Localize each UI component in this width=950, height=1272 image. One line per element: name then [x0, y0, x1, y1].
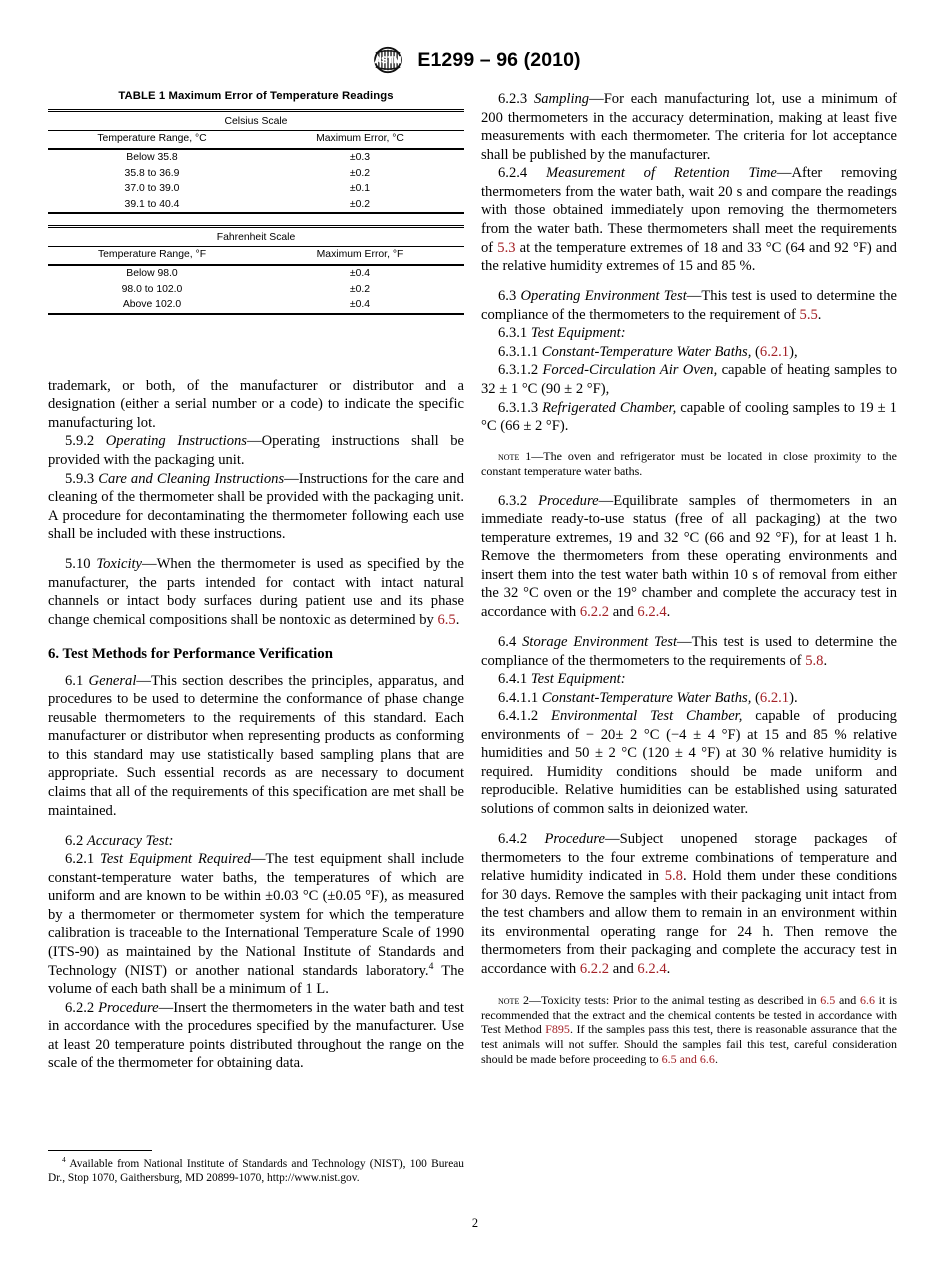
cross-reference-link[interactable]: 5.5	[799, 306, 818, 323]
section-body: —Operating instructions shall be provided with the packaging unit.	[48, 433, 464, 468]
section-body: —This test is used to determine the compliance of the thermometers to the requirement of	[481, 288, 897, 323]
cell-error: ±0.3	[256, 149, 464, 166]
footnote-number: 4	[62, 1155, 66, 1165]
cell-range: Above 102.0	[48, 297, 256, 314]
note-body: —Toxicity tests: Prior to the animal testing as described in	[529, 992, 821, 1007]
section-body: capable of cooling samples to 19 ± 1 °C (66 ± 2 °F).	[481, 399, 897, 435]
section-number: 5.9.2	[65, 433, 95, 450]
section-title: Procedure	[98, 999, 159, 1016]
section-title: Refrigerated Chamber,	[542, 399, 677, 416]
note-1	[481, 449, 897, 479]
astm-logo	[369, 44, 407, 76]
cell-range: 39.1 to 40.4	[124, 198, 180, 210]
section-6-3-1-3	[481, 399, 897, 436]
cell-range: Below 98.0	[48, 265, 256, 282]
section-number: 6.1	[65, 672, 84, 689]
section-body: capable of producing environments of − 20± 2 °C (−4 ± 4 °F) at 15 and 85 % relative humidities and 50 ± 2 °C (120 ± 4 °F) at 30 % relative humidity is required. Humidity conditions should be made uniform and reproducible. Relative humidities can be established using saturated solutions of common salts in deionized water.	[481, 708, 897, 817]
note-label: note 1	[498, 448, 532, 463]
section-body: —Subject unopened storage packages of thermometers to the four extreme combinations of temperature and relative humidity indicated in	[481, 831, 897, 885]
table-column-header-row	[48, 247, 464, 265]
standard-reference-link[interactable]: F895	[545, 1022, 570, 1037]
section-6-3	[481, 287, 897, 324]
footnote-marker[interactable]: 4	[428, 960, 434, 972]
cross-reference-link[interactable]: 6.2.4	[637, 961, 667, 977]
right-column	[481, 90, 897, 1067]
section-title: Accuracy Test:	[86, 832, 174, 849]
cell-range: 35.8 to 36.9	[124, 167, 180, 179]
table-row	[48, 197, 464, 214]
section-body-end: The volume of each bath shall be a minimum of 1 L.	[48, 962, 464, 998]
section-5-9-3	[48, 470, 464, 544]
section-title: Procedure	[538, 492, 599, 509]
note-2	[481, 993, 897, 1068]
fahrenheit-col-range: Temperature Range, °F	[48, 247, 256, 265]
cell-range: 37.0 to 39.0	[124, 183, 180, 195]
cross-reference-link[interactable]: 5.8	[664, 868, 683, 885]
cross-reference-link[interactable]: 6.2.1	[759, 343, 790, 360]
cell-range: Below 35.8	[48, 149, 256, 166]
section-number: 6.4	[498, 633, 517, 650]
note-body-mid3: . If the samples pass this test, there is reasonable assurance that the test animals will not suffer. Should the samples fail this test, careful consideration should be made before proceeding to	[481, 1022, 897, 1067]
section-number: 6.2.2	[65, 999, 95, 1016]
section-number: 6.3.1.3	[498, 399, 539, 416]
section-title: Storage Environment Test	[522, 633, 678, 650]
section-6-2-3	[481, 90, 897, 164]
note-body-mid2: it is recommended that the extract and the chemical contents be tested in accordance with Test Method	[481, 992, 898, 1037]
section-body: —Insert the thermometers in the water bath and test in accordance with the procedures specified by the manufacturer. Use at least 20 temperature points distributed throughout the range on the scale of the thermometer for obtaining data.	[48, 999, 464, 1072]
cross-reference-link[interactable]: 6.2.4	[637, 603, 667, 620]
paragraph-trademark	[48, 377, 464, 433]
cross-reference-link[interactable]: 5.3	[497, 239, 516, 256]
section-title: Procedure	[544, 831, 605, 848]
section-title: Environmental Test Chamber,	[551, 708, 743, 725]
table-scale-header-row	[48, 227, 464, 247]
section-body: —The test equipment shall include constant-temperature water baths, the temperatures of which are uniform and are known to be within ±0.03 °C (±0.05 °F), as measured by a thermometer or thermometer system for which the temperature calibration is traceable to the International Temperature Scale of 1990 (ITS-90) as maintained by the National Institute of Standards and Technology (NIST) or another national standards laboratory.	[48, 851, 464, 979]
table-row	[48, 297, 464, 314]
section-6-4-1-1	[481, 689, 897, 708]
section-6-3-1-1	[481, 343, 897, 362]
section-5-9-2	[48, 432, 464, 469]
section-body-end: ),	[789, 343, 798, 360]
page-header	[0, 44, 950, 76]
table-row	[48, 265, 464, 282]
cross-reference-link[interactable]: 6.2.2	[579, 961, 610, 977]
section-body: (	[751, 689, 760, 706]
section-body: capable of heating samples to 32 ± 1 °C (90 ± 2 °F),	[481, 362, 898, 397]
cell-error: ±0.2	[349, 167, 371, 179]
section-number: 6.3.1	[498, 325, 528, 342]
section-title: Test Equipment:	[530, 325, 626, 342]
cell-error: ±0.2	[349, 198, 371, 210]
section-body: —When the thermometer is used as specified by the manufacturer, the parts intended for contact with intact natural channels or intact body surfaces during patient use and its phase change chemical compositions shall be nontoxic as determined by	[48, 556, 464, 628]
paragraph-text: trademark, or both, of the manufacturer or distributor and a designation (either a serial number or a code) to indicate the specific manufacturing lot.	[48, 377, 464, 431]
section-body-end: at the temperature extremes of 18 and 33 °C (64 and 92 °F) and the relative humidity extremes of 15 and 85 %.	[481, 239, 897, 275]
celsius-col-range: Temperature Range, °C	[48, 131, 256, 149]
cell-error: ±0.4	[256, 297, 464, 314]
table-row	[48, 165, 464, 181]
fahrenheit-scale-label: Fahrenheit Scale	[48, 227, 464, 247]
table-row	[48, 282, 464, 298]
section-body: —Instructions for the care and cleaning of the thermometer shall be provided with the packaging unit. A procedure for decontaminating the thermometer following each use shall be included with these instructions.	[48, 470, 464, 543]
section-number: 6.4.2	[498, 831, 528, 848]
note-label: note 2	[498, 992, 530, 1007]
section-number: 6.2.3	[498, 91, 528, 107]
page-number: 2	[471, 1216, 479, 1230]
svg-text:ASTM: ASTM	[374, 55, 402, 67]
table-1-maximum-error	[48, 109, 464, 315]
spacer-cell	[48, 213, 464, 227]
cross-reference-link[interactable]: 6.5	[820, 992, 836, 1007]
section-number: 5.10	[65, 556, 91, 573]
section-number: 6.3.1.1	[498, 343, 539, 360]
cell-error: ±0.2	[349, 283, 371, 295]
section-6-3-2	[481, 492, 897, 622]
section-6-2	[48, 832, 464, 851]
footnote-area	[48, 1150, 464, 1186]
section-title: Test Equipment Required	[100, 851, 251, 868]
section-body-mid2: and	[609, 961, 638, 977]
section-number: 6.3	[498, 288, 517, 305]
section-6-4	[481, 633, 897, 670]
cross-reference-link[interactable]: 6.2.2	[579, 603, 610, 620]
table-1-title: TABLE 1 Maximum Error of Temperature Readings	[118, 90, 394, 102]
section-title: Constant-Temperature Water Baths,	[541, 343, 752, 360]
section-title: General	[88, 672, 137, 689]
section-title: Sampling	[533, 91, 590, 107]
fahrenheit-col-error: Maximum Error, °F	[256, 247, 464, 265]
table-section-spacer	[48, 213, 464, 227]
cross-reference-link[interactable]: 6.5 and 6.6	[661, 1052, 715, 1067]
section-title: Forced-Circulation Air Oven,	[542, 362, 718, 379]
note-body-end: .	[714, 1052, 718, 1067]
section-6-4-1	[481, 670, 897, 689]
section-title: Operating Instructions	[105, 433, 247, 450]
section-body-end: .	[666, 961, 671, 977]
table-column-header-row	[48, 131, 464, 149]
section-6-3-1-2	[481, 361, 897, 398]
section-6-4-1-2	[481, 707, 897, 818]
cross-reference-link[interactable]: 6.5	[437, 612, 456, 628]
section-body-end: ).	[789, 689, 798, 706]
cell-range: 98.0 to 102.0	[121, 283, 183, 295]
section-number: 6.3.2	[498, 492, 528, 509]
section-number: 6.4.1.1	[498, 689, 539, 706]
section-body-mid: and	[609, 603, 638, 620]
section-number: 6.4.1.2	[498, 708, 539, 725]
standard-designation: E1299 – 96 (2010)	[417, 48, 581, 71]
section-title: Constant-Temperature Water Baths,	[541, 689, 752, 706]
section-body-end: .	[823, 652, 828, 669]
celsius-col-error: Maximum Error, °C	[256, 131, 464, 149]
section-number: 6.2	[65, 832, 84, 849]
section-body: —Equilibrate samples of thermometers in an immediate ready-to-use status (free of all packaging) at the two temperature extremes, 19 and 32 °C (66 and 92 °F), for at least 1 h. Remove the thermometers from these operating environments and insert them into the test water bath within 10 s of removal from either the 32 °C oven or the 19° chamber and complete the accuracy test in accordance with	[481, 492, 897, 620]
note-body-mid: and	[835, 992, 860, 1007]
section-body: —This test is used to determine the compliance of the thermometers to the requirements of	[481, 633, 897, 669]
table-row	[48, 181, 464, 197]
section-body-end: .	[666, 603, 671, 620]
cross-reference-link[interactable]: 5.8	[805, 652, 824, 669]
left-column	[48, 90, 464, 1073]
cross-reference-link[interactable]: 6.2.1	[759, 689, 790, 706]
heading-section-6: 6. Test Methods for Performance Verification	[48, 645, 333, 662]
section-title: Toxicity	[96, 556, 143, 573]
section-title: Operating Environment Test	[520, 288, 687, 305]
footnote-4	[48, 1157, 464, 1186]
section-5-10	[48, 555, 464, 629]
section-title: Test Equipment:	[530, 671, 626, 688]
cell-error: ±0.1	[349, 183, 371, 195]
section-body: —After removing thermometers from the water bath, wait 20 s and compare the readings with those obtained immediately upon removing the thermometers from the water bath. These thermometers shall meet the requirements of	[481, 165, 897, 256]
section-6-2-2	[48, 999, 464, 1073]
section-6-2-4	[481, 164, 897, 275]
section-number: 5.9.3	[65, 470, 95, 487]
section-6-1	[48, 672, 464, 821]
section-body: (	[751, 343, 760, 360]
section-body-mid: . Hold them under these conditions for 30 days. Remove the samples with their packaging unit intact from the test chambers and allow them to remain in an environment within its environmental operating range for 24 h. Then remove the thermometers from their packaging and complete the accuracy test in accordance with	[481, 868, 897, 977]
cross-reference-link[interactable]: 6.6	[859, 992, 875, 1007]
table-row	[48, 149, 464, 166]
section-number: 6.2.4	[498, 165, 528, 182]
section-number: 6.3.1.2	[498, 362, 539, 379]
section-body: —This section describes the principles, apparatus, and procedures to be used to determine the conformance of phase change reusable thermometers to the requirements of this standard. Each manufacturer or distributor when representing products as conforming to this standard may use statistically based sampling plans that are appropriate. Such essential records as are necessary to document claims that all of the requirements of this specification are met shall be maintained.	[48, 672, 464, 819]
section-number: 6.2.1	[65, 851, 95, 868]
section-body-end: .	[455, 612, 460, 628]
section-6-4-2	[481, 830, 897, 979]
cell-error: ±0.4	[256, 265, 464, 282]
note-body: —The oven and refrigerator must be located in close proximity to the constant temperature water baths.	[481, 448, 898, 478]
section-body-end: .	[817, 306, 822, 323]
section-title: Care and Cleaning Instructions	[98, 470, 285, 487]
section-body: —For each manufacturing lot, use a minimum of 200 thermometers in the accuracy determination, making at least five measurements with each thermometer. The criteria for lot acceptance shall be published by the manufacturer.	[481, 91, 897, 163]
footnote-divider	[48, 1150, 152, 1151]
section-6-2-1	[48, 850, 464, 999]
table-scale-header-row	[48, 111, 464, 131]
section-6-3-1	[481, 324, 897, 343]
section-number: 6.4.1	[498, 671, 528, 688]
celsius-scale-label: Celsius Scale	[48, 111, 464, 131]
footnote-body: Available from National Institute of Standards and Technology (NIST), 100 Bureau Dr., Stop 1070, Gaithersburg, MD 20899-1070, http://www.nist.gov.	[48, 1158, 464, 1185]
section-title: Measurement of Retention Time	[545, 165, 777, 182]
